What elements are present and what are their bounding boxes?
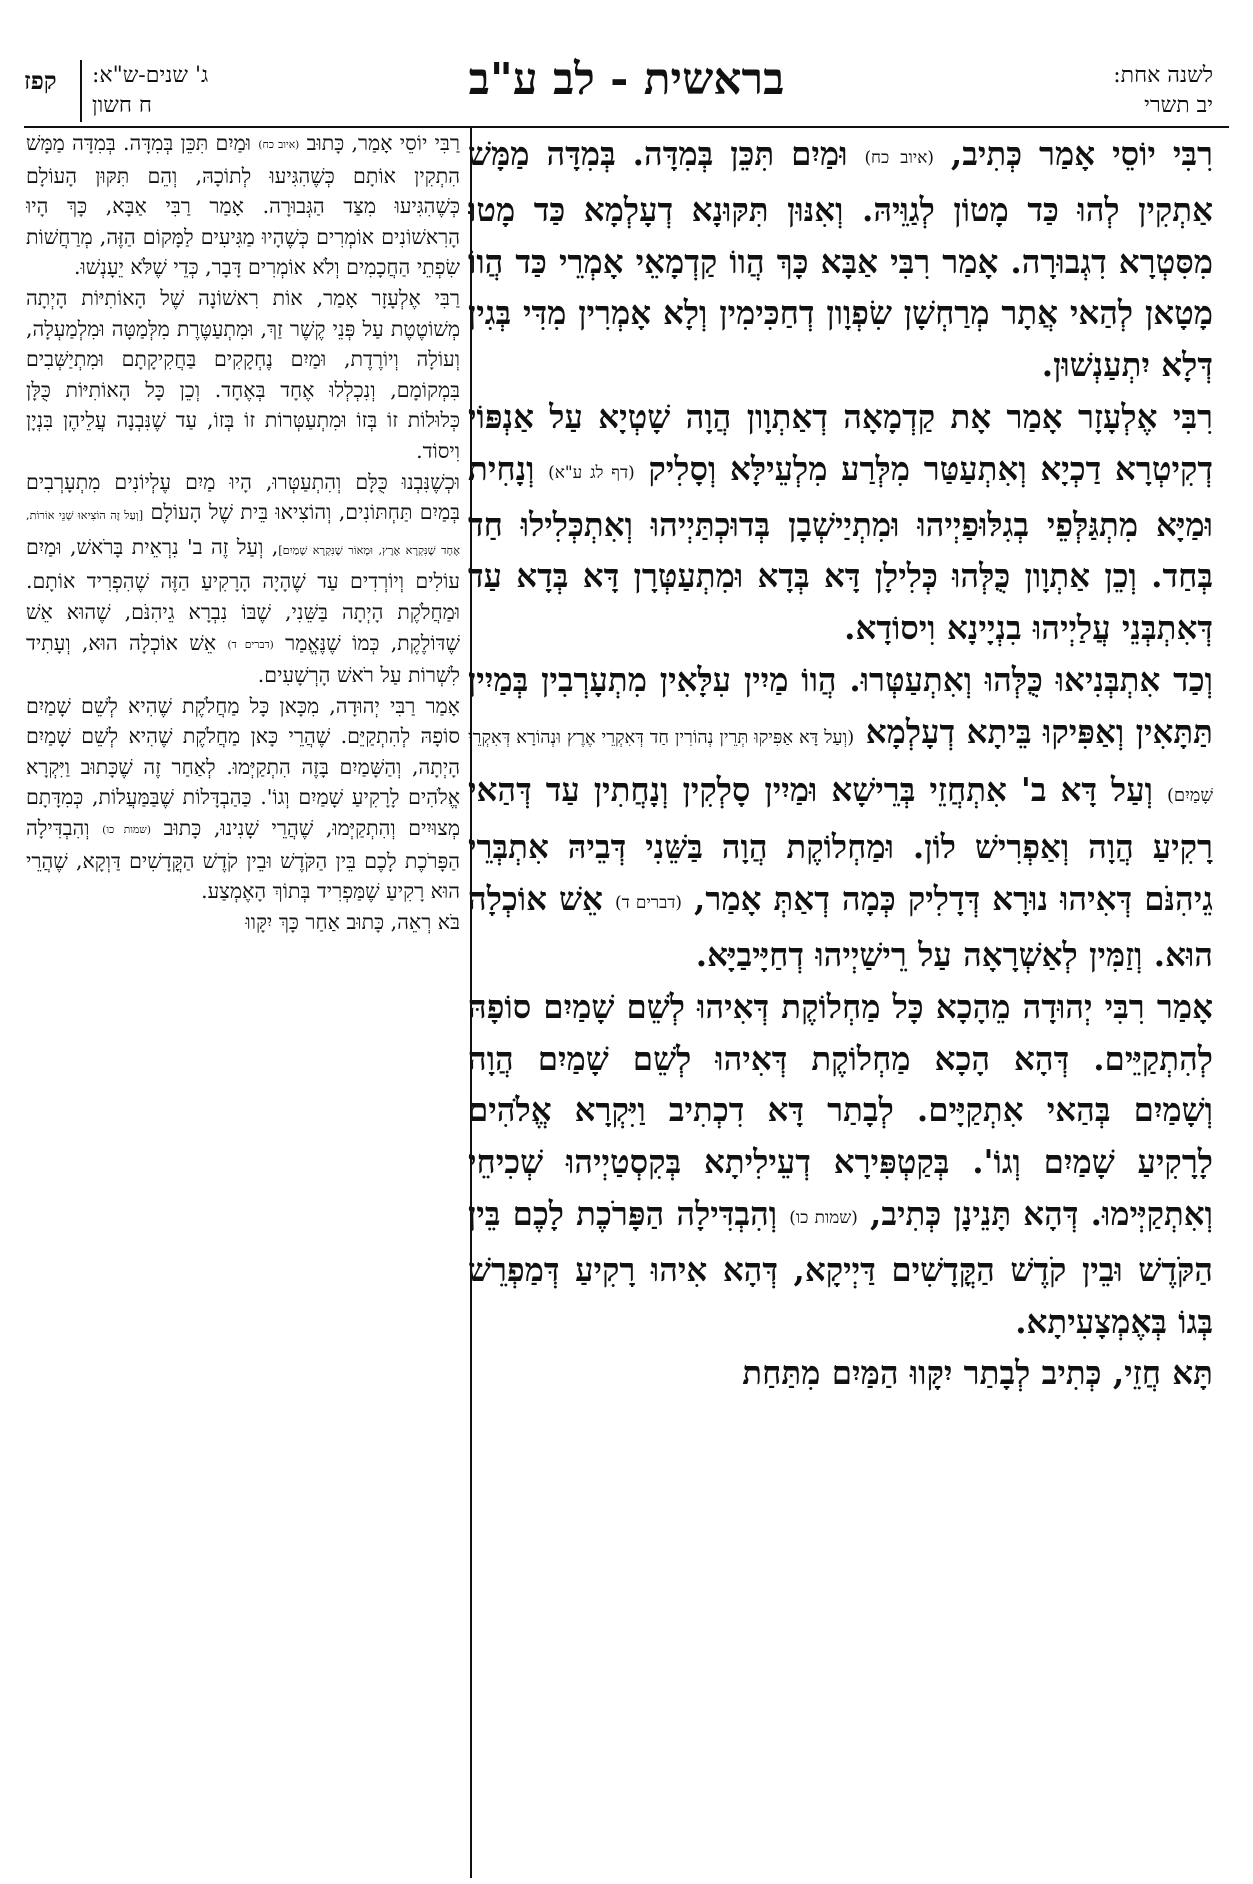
page-title: בראשית - לב ע"ב <box>468 54 785 105</box>
aramaic-column <box>468 128 1213 1878</box>
source-citation: (שמות כו) <box>789 1206 858 1227</box>
aramaic-paragraph: רִבִּי יוֹסֵי אָמַר כְּתִיב, (איוב כח) וּמַיִם תִּכֵּן בְּמִדָּה. בְּמִדָּה מַמָּשׁ אַתְקִין לְהוּ כַּד מָטוֹן לְגַוֵּיהּ. וְאִנּוּן תִּקּוּנָא דְעָלְמָא כַּד מָטוּ מִסִּטְרָא דִגְבוּרָה. אָמַר רִבִּי אַבָּא כָּךְ הֲווֹ קַדְמָאֵי אָמְרֵי כַּד הֲווֹ מָטָאן לְהַאי אֲתָר מְרַחְשָׁן שִׂפְוָון דְחַכִּימִין וְלָא אָמְרִין מִדִּי בְּגִין דְּלָא יִתְעַנְשׁוּן. <box>468 134 1213 385</box>
hebrew-paragraph: רַבִּי אֶלְעָזָר אָמַר, אוֹת רִאשׁוֹנָה שֶׁל הָאוֹתִיּוֹת הָיְתָה מְשׁוֹטֶטֶת עַל פְּנֵי קֶשֶׁר זַךְ, וּמִתְעַטֶּרֶת מִלְּמַטָּה וּמִלְמַעְלָה, וְעוֹלָה וְיוֹרֶדֶת, וּמַיִם נֶחְקָקִים בַּחֲקִיקָתָם וּמִתְיַשְּׁבִים בִּמְקוֹמָם, וְנִכְלְלוּ אֶחָד בְּאֶחָד. וְכֵן כָּל הָאוֹתִיּוֹת כֻּלָּן כְּלוּלוֹת זוֹ בְּזוֹ וּמִתְעַטְּרוֹת זוֹ בְּזוֹ, עַד שֶׁנִּבְנָה עֲלֵיהֶן בִּנְיָן וִיסוֹד. <box>26 285 460 463</box>
inline-note: [וְעַל זֶה הוֹצִיאוּ שְׁנֵי אוֹרוֹת, אֶחָד שֶׁנִּקְרָא אֶרֶץ, וּמָאוֹר שֶׁנִּקְרָא שָׁמַיִם] <box>26 509 460 557</box>
hebrew-translation-column <box>26 128 460 1878</box>
header-study-schedule-three-years: ג' שנים-ש"א: <box>92 63 209 88</box>
source-citation: (דברים ד) <box>615 892 682 913</box>
source-citation: (איוב כח) <box>864 147 934 167</box>
header-date-three-years: ח חשון <box>92 93 152 118</box>
page-reference: (דף לג ע"א) <box>548 461 635 482</box>
hebrew-paragraph: אָמַר רַבִּי יְהוּדָה, מִכָּאן כָּל מַחֲלֹקֶת שֶׁהִיא לְשֵׁם שָׁמַיִם סוֹפָהּ לְהִתְקַיֵּם. שֶׁהֲרֵי כָּאן מַחֲלֹקֶת שֶׁהִיא לְשֵׁם שָׁמַיִם הָיְתָה, וְהַשָּׁמַיִם בָּזֶה הִתְקַיְּמוּ. לְאַחַר זֶה שֶׁכָּתוּב וַיִּקְרָא אֱלֹהִים לָרָקִיעַ שָׁמַיִם וְגוֹ'. כַּהַבְדָּלוֹת שֶׁבַּמַּעֲלוֹת, כְּמִדָּתָם מְצוּיִים וְהִתְקַיְּמוּ, שֶׁהֲרֵי שָׁנִינוּ, כָּתוּב (שמות כו) וְהִבְדִּילָה הַפָּרֹכֶת לָכֶם בֵּין הַקֹּדֶשׁ וּבֵין קֹדֶשׁ הַקֳּדָשִׁים דַּוְקָא, שֶׁהֲרֵי הוּא רָקִיעַ שֶׁמַּפְרִיד בְּתוֹךְ הָאֶמְצַע. <box>26 693 460 904</box>
header-date-one-year: יב תשרי <box>1144 93 1213 118</box>
source-citation: (שמות כו) <box>102 823 151 837</box>
hebrew-paragraph: רַבִּי יוֹסֵי אָמַר, כָּתוּב (איוב כח) וּמַיִם תִּכֵּן בְּמִדָּה. בְּמִדָּה מַמָּשׁ הִתְקִין אוֹתָם כְּשֶׁהִגִּיעוּ לְתוֹכָהּ, וְהֵם תִּקּוּן הָעוֹלָם כְּשֶׁהִגִּיעוּ מִצַּד הַגְּבוּרָה. אָמַר רַבִּי אַבָּא, כָּךְ הָיוּ הָרִאשׁוֹנִים אוֹמְרִים כְּשֶׁהָיוּ מַגִּיעִים לַמָּקוֹם הַזֶּה, מְרַחֲשׁוֹת שִׂפְתֵי הַחֲכָמִים וְלֹא אוֹמְרִים דָּבָר, כְּדֵי שֶׁלֹּא יֵעָנְשׁוּ. <box>26 131 460 280</box>
inline-note: (וְעַל דָּא אַפִּיקוּ תְּרֵין נְהוֹרִין חַד דְּאִקְרֵי אֶרֶץ וּנְהוֹרָא דְּאִקְרֵי שָׁמַיִם) <box>468 726 1213 806</box>
aramaic-paragraph: תָּא חֲזֵי, כְּתִיב לְבָתַר יִקָּווּ הַמַּיִם מִתַּחַת <box>742 1353 1213 1393</box>
aramaic-paragraph: אָמַר רִבִּי יְהוּדָה מֵהָכָא כָּל מַחְלוֹקֶת דְּאִיהוּ לְשֵׁם שָׁמַיִם סוֹפָהּ לְהִתְקַיֵּים. דְּהָא הָכָא מַחְלוֹקֶת דְּאִיהוּ לְשֵׁם שָׁמַיִם הֲוָה וְשָׁמַיִם בְּהַאי אִתְקַיָּים. לְבָתַר דָּא דִכְתִיב וַיִּקְרָא אֱלֹהִים לָרָקִיעַ שָׁמַיִם וְגוֹ'. בְּקַטְפִּירָא דְעֵילִיתָא בְּקִסְטַיְיהוּ שְׁכִיחֵי וְאִתְקַיְּימוּ. דְּהָא תָּנֵינָן כְּתִיב, (שמות כו) וְהִבְדִּילָה הַפָּרֹכֶת לָכֶם בֵּין הַקֹּדֶשׁ וּבֵין קֹדֶשׁ הַקֳּדָשִׁים דַּיְיקָא, דְּהָא אִיהוּ רָקִיעַ דְּמַפְרֵשׁ בְּגוֹ בְּאֶמְצָעִיתָא. <box>468 986 1213 1341</box>
header-study-schedule-one-year: לשנה אחת: <box>1113 63 1213 88</box>
aramaic-paragraph: רִבִּי אֶלְעָזָר אָמַר אָת קַדְמָאָה דְאַתְוָון הֲוָה שָׁטְיָא עַל אַנְפּוֹי דְקִיטְרָא דַכְיָא וְאִתְעַטַּר מִלְּרַע מִלְעֵילָּא וְסָלִיק (דף לג ע"א) וְנָחִית וּמַיָּא מִתְגַּלְּפֵי בְגִלּוּפַיְיהוּ וּמִתְיַישְׁבָן בְּדוּכְתַּיְיהוּ וְאִתְכְּלִילוּ חַד בְּחַד. וְכֵן אַתְוָון כֻּלְּהוּ כְּלִילָן דָּא בְּדָא וּמִתְעַטְּרָן דָּא בְּדָא עַד דְּאִתְבְּנֵי עֲלַיְיהוּ בִנְיָינָא וִיסוֹדָא. <box>468 396 1213 648</box>
hebrew-paragraph: בֹּא רְאֵה, כָּתוּב אַחַר כָּךְ יִקָּווּ <box>245 909 460 934</box>
source-citation: (איוב כח) <box>258 138 300 151</box>
hebrew-paragraph: וּכְשֶׁנִּבְנוּ כֻּלָּם וְהִתְעַטְּרוּ, הָיוּ מַיִם עֶלְיוֹנִים מִתְעָרְבִים בְּמַיִם תַּחְתּוֹנִים, וְהוֹצִיאוּ בֵּית שֶׁל הָעוֹלָם [וְעַל זֶה הוֹצִיאוּ שְׁנֵי אוֹרוֹת, אֶחָד שֶׁנִּקְרָא אֶרֶץ, וּמָאוֹר שֶׁנִּקְרָא שָׁמַיִם], וְעַל זֶה ב' נִרְאֵית בָּרֹאשׁ, וּמַיִם עוֹלִים וְיוֹרְדִים עַד שֶׁהָיָה הָרָקִיעַ הַזֶּה שֶׁהִפְרִיד אוֹתָם. וּמַחֲלֹקֶת הָיְתָה בַּשֵּׁנִי, שֶׁבּוֹ נִבְרָא גֵיהִנֹּם, שֶׁהוּא אֵשׁ שֶׁדּוֹלֶקֶת, כְּמוֹ שֶׁנֶּאֱמַר (דברים ד) אֵשׁ אוֹכְלָה הוּא, וְעָתִיד לִשְׁרוֹת עַל רֹאשׁ הָרְשָׁעִים. <box>26 469 460 688</box>
page-number-divider <box>80 60 82 122</box>
source-citation: (דברים ד) <box>227 637 274 651</box>
page-number: קפז <box>24 66 57 95</box>
aramaic-paragraph: וְכַד אִתְבְּנִיאוּ כֻּלְּהוּ וְאִתְעַטְּרוּ. הֲווֹ מַיִין עִלָּאִין מִתְעָרְבִין בְּמַיִין תַּתָּאִין וְאַפִּיקוּ בֵּיתָא דְעָלְמָא (וְעַל דָּא אַפִּיקוּ תְּרֵין נְהוֹרִין חַד דְּאִקְרֵי אֶרֶץ וּנְהוֹרָא דְּאִקְרֵי שָׁמַיִם) וְעַל דָּא ב' אִתְחֲזֵי בְּרֵישָׁא וּמַיִין סָלְקִין וְנָחֲתִין עַד דְּהַאי רָקִיעַ הֲוָה וְאַפְרִישׁ לוֹן. וּמַחְלוֹקֶת הֲוָה בַּשֵּׁנִי דְּבֵיהּ אִתְבְּרֵי גֵיהִנֹּם דְּאִיהוּ נוּרָא דְּדָלִיק כְּמָה דְאַתְּ אָמַר, (דברים ד) אֵשׁ אוֹכְלָה הוּא. וְזַמִּין לְאַשְׁרָאָה עַל רֵישַׁיְיהוּ דְחַיָּיבַיָּא. <box>468 659 1213 974</box>
